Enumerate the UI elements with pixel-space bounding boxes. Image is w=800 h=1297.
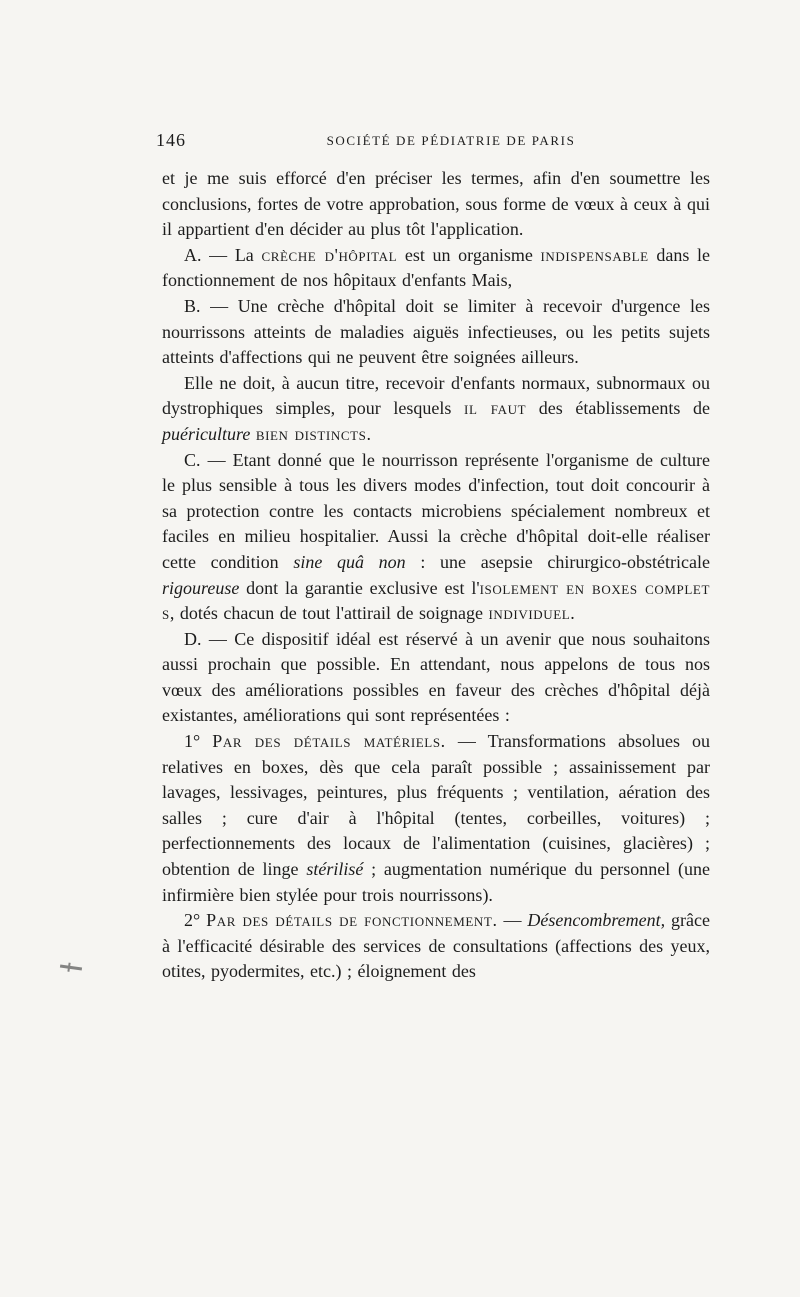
paragraph-c: C. — Etant donné que le nourrisson représente l'organisme de culture le plus sensible à tous les divers modes d'infection, tout doit concourir à sa protection contre les contacts microbiens spécialement nombreux et faciles en milieu hospitalier. Aussi la crèche d'hôpital doit-elle réaliser cette condition sine quâ non : une asepsie chirurgico-obstétricale rigoureuse dont la garantie exclusive est l'isolement en boxes complet s, dotés chacun de tout l'attirail de soignage individuel. bbox=[162, 449, 710, 624]
paragraph-d: D. — Ce dispositif idéal est réservé à un avenir que nous souhaitons aussi prochain que possible. En attendant, nous appelons de tous nos vœux des améliorations possibles en faveur des crèches d'hôpital déjà existantes, améliorations qui sont représentées : bbox=[162, 628, 710, 726]
paragraph-d-1: 1° Par des détails matériels. — Transformations absolues ou relatives en boxes, dès que cela paraît possible ; assainissement par lavages, lessivages, peintures, plus fréquents ; ventilation, aération des salles ; cure d'air à l'hôpital (tentes, corbeilles, voitures) ; perfectionnements des locaux de l'alimentation (cuisines, glacières) ; obtention de linge stérilisé ; augmentation numérique du personnel (une infirmière bien stylée pour trois nourrissons). bbox=[162, 731, 710, 905]
margin-mark bbox=[60, 964, 82, 970]
paragraph-d-2: 2° Par des détails de fonctionnement. — Désencombrement, grâce à l'efficacité désirable des services de consultations (affections des yeux, otites, pyodermites, etc.) ; éloignement des bbox=[162, 910, 711, 982]
page-number: 146 bbox=[156, 130, 186, 150]
running-head bbox=[156, 130, 710, 154]
page-content bbox=[156, 130, 711, 985]
paragraph-intro: et je me suis efforcé d'en préciser les termes, afin d'en soumettre les conclusions, fortes de votre approbation, sous forme de vœux à ceux à qui il appartient d'en décider au plus tôt l'application. bbox=[162, 168, 710, 240]
paragraph-b: B. — Une crèche d'hôpital doit se limiter à recevoir d'urgence les nourrissons atteints de maladies aiguës infectieuses, ou les petits sujets atteints d'affections qui ne peuvent être soignées ailleurs. bbox=[162, 295, 710, 368]
paragraph-a: A. — La crèche d'hôpital est un organisme indispensable dans le fonctionnement de nos hôpitaux d'enfants Mais, bbox=[162, 244, 711, 291]
paragraph-b-continued: Elle ne doit, à aucun titre, recevoir d'enfants normaux, subnormaux ou dystrophiques simples, pour lesquels il faut des établissements de puériculture bien distincts. bbox=[162, 372, 710, 444]
running-title: SOCIÉTÉ DE PÉDIATRIE DE PARIS bbox=[326, 133, 576, 148]
